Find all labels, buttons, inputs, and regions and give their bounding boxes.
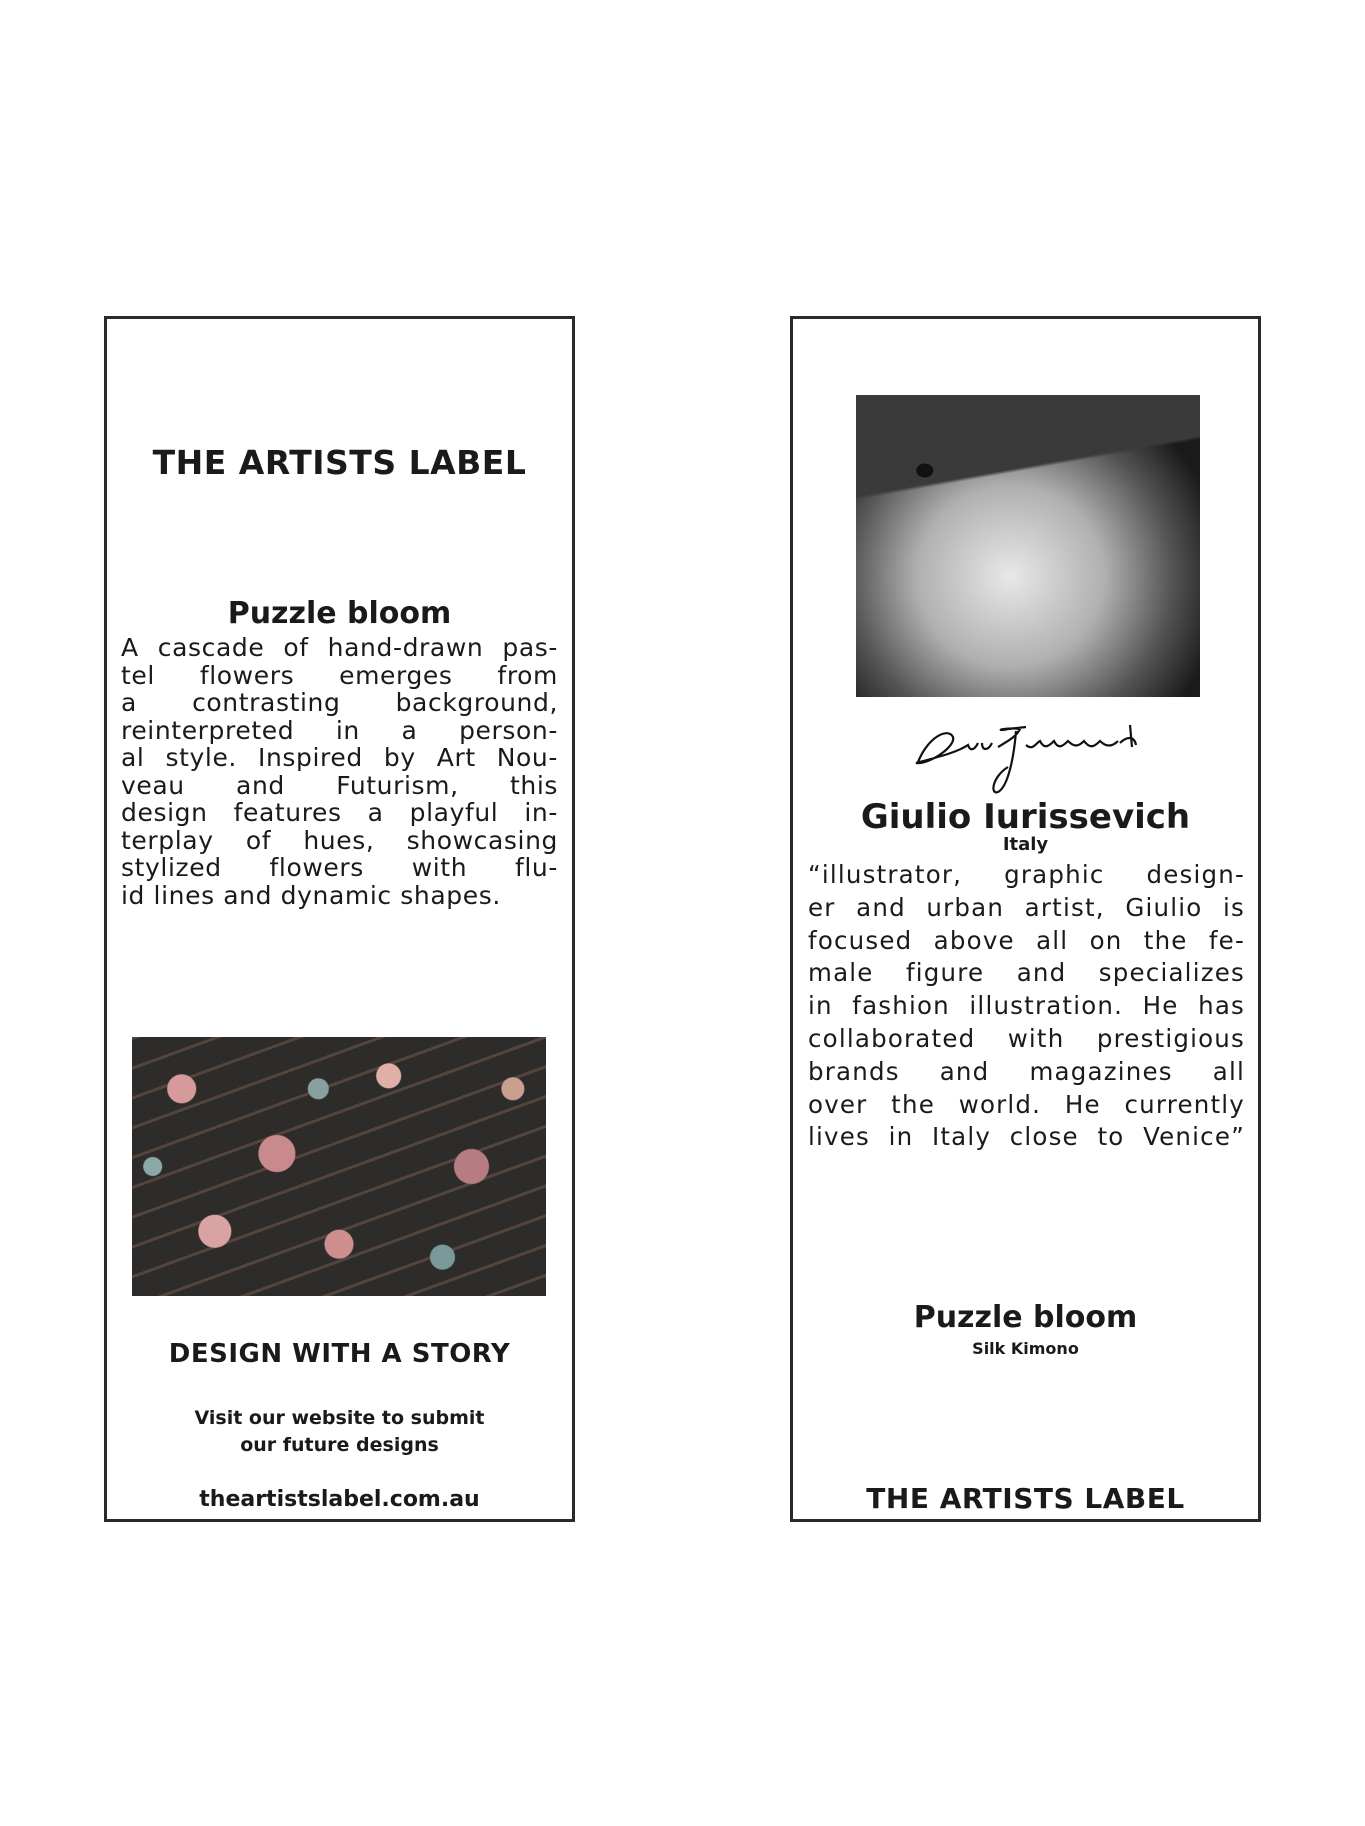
quote-line: lives in Italy close to Venice” <box>808 1122 1245 1152</box>
description-line: tel flowers emerges from <box>121 660 558 690</box>
quote-line: er and urban artist, Giulio is <box>808 892 1245 922</box>
quote-line: “illustrator, graphic design- <box>808 860 1245 889</box>
design-description <box>121 634 558 909</box>
product-type: Silk Kimono <box>972 1339 1079 1358</box>
description-line: stylized flowers with flu- <box>121 853 558 882</box>
description-line: al style. Inspired by Art Nou- <box>121 743 558 772</box>
description-line: design features a playful in- <box>121 798 558 827</box>
quote-line: male figure and specializes <box>808 958 1245 988</box>
description-line: a contrasting background, <box>121 688 558 717</box>
artist-country: Italy <box>1002 834 1049 855</box>
left-label-card <box>104 316 575 1522</box>
description-line: id lines and dynamic shapes. <box>121 880 501 910</box>
artist-name: Giulio Iurissevich <box>860 797 1191 837</box>
cta-line-2: our future designs <box>240 1434 439 1456</box>
artist-portrait-photo <box>856 395 1200 697</box>
artist-quote <box>808 859 1245 1154</box>
brand-footer: THE ARTISTS LABEL <box>866 1482 1185 1515</box>
cta-line-1: Visit our website to submit <box>194 1407 485 1429</box>
website-link[interactable]: theartistslabel.com.au <box>199 1487 480 1512</box>
artist-signature <box>908 707 1148 797</box>
quote-line: brands and magazines all <box>808 1056 1245 1086</box>
floral-pattern-image <box>132 1037 546 1296</box>
design-title: Puzzle bloom <box>227 596 452 631</box>
tagline: DESIGN WITH A STORY <box>168 1339 511 1369</box>
quote-line: collaborated with prestigious <box>808 1023 1245 1053</box>
quote-line: focused above all on the fe- <box>808 925 1245 955</box>
description-line: reinterpreted in a person- <box>121 715 558 745</box>
right-label-card <box>790 316 1261 1522</box>
quote-line: in fashion illustration. He has <box>808 991 1245 1021</box>
description-line: A cascade of hand-drawn pas- <box>121 633 558 662</box>
product-title: Puzzle bloom <box>913 1300 1138 1335</box>
description-line: terplay of hues, showcasing <box>121 825 558 855</box>
brand-heading: THE ARTISTS LABEL <box>152 443 527 482</box>
description-line: veau and Futurism, this <box>121 770 558 800</box>
quote-line: over the world. He currently <box>808 1089 1245 1119</box>
